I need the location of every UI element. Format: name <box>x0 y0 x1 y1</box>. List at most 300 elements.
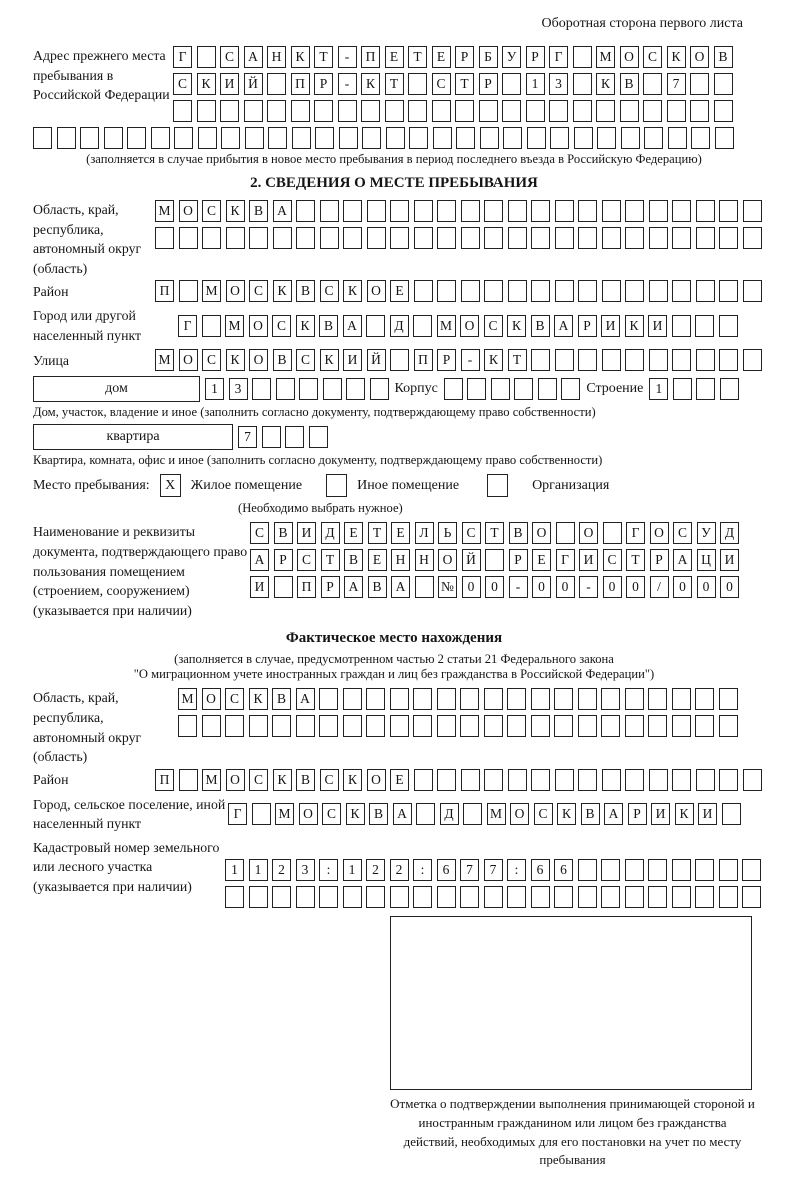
char-cell[interactable]: А <box>393 803 412 825</box>
char-cell[interactable]: М <box>155 349 174 371</box>
char-cell[interactable]: Й <box>462 549 481 571</box>
char-cell[interactable] <box>531 886 550 908</box>
char-cell[interactable] <box>178 715 197 737</box>
char-cell[interactable] <box>173 100 192 122</box>
char-cell[interactable] <box>603 522 622 544</box>
char-cell[interactable]: 7 <box>238 426 257 448</box>
char-cell[interactable]: № <box>438 576 457 598</box>
char-cell[interactable] <box>319 715 338 737</box>
char-cell[interactable] <box>743 200 762 222</box>
char-cell[interactable] <box>643 100 662 122</box>
char-cell[interactable] <box>554 715 573 737</box>
char-cell[interactable] <box>531 280 550 302</box>
char-cell[interactable]: К <box>296 315 315 337</box>
char-cell[interactable] <box>362 127 381 149</box>
char-cell[interactable] <box>672 715 691 737</box>
dom-field-box[interactable]: дом <box>33 376 200 402</box>
char-cell[interactable] <box>262 426 281 448</box>
char-cell[interactable] <box>625 859 644 881</box>
char-cell[interactable]: О <box>202 688 221 710</box>
char-cell[interactable]: К <box>273 769 292 791</box>
char-cell[interactable] <box>390 886 409 908</box>
char-cell[interactable] <box>461 280 480 302</box>
char-cell[interactable] <box>574 127 593 149</box>
char-cell[interactable]: Р <box>509 549 528 571</box>
char-cell[interactable]: О <box>460 315 479 337</box>
char-cell[interactable] <box>343 200 362 222</box>
char-cell[interactable] <box>267 73 286 95</box>
char-cell[interactable]: А <box>250 549 269 571</box>
char-cell[interactable]: : <box>319 859 338 881</box>
char-cell[interactable] <box>367 227 386 249</box>
char-cell[interactable] <box>385 100 404 122</box>
char-cell[interactable]: О <box>650 522 669 544</box>
char-cell[interactable] <box>338 100 357 122</box>
char-cell[interactable] <box>343 715 362 737</box>
char-cell[interactable]: К <box>343 769 362 791</box>
char-cell[interactable] <box>554 886 573 908</box>
char-cell[interactable]: У <box>697 522 716 544</box>
char-cell[interactable]: Р <box>650 549 669 571</box>
char-cell[interactable]: К <box>675 803 694 825</box>
char-cell[interactable]: Т <box>408 46 427 68</box>
char-cell[interactable]: М <box>437 315 456 337</box>
char-cell[interactable] <box>578 227 597 249</box>
char-cell[interactable] <box>555 227 574 249</box>
char-cell[interactable] <box>274 576 293 598</box>
char-cell[interactable]: И <box>220 73 239 95</box>
char-cell[interactable]: 1 <box>649 378 668 400</box>
char-cell[interactable]: Т <box>626 549 645 571</box>
char-cell[interactable] <box>578 886 597 908</box>
char-cell[interactable]: В <box>296 769 315 791</box>
char-cell[interactable] <box>503 127 522 149</box>
char-cell[interactable]: 7 <box>460 859 479 881</box>
char-cell[interactable]: С <box>462 522 481 544</box>
char-cell[interactable]: 0 <box>603 576 622 598</box>
char-cell[interactable] <box>672 688 691 710</box>
char-cell[interactable]: Г <box>178 315 197 337</box>
char-cell[interactable]: Т <box>485 522 504 544</box>
char-cell[interactable] <box>648 859 667 881</box>
char-cell[interactable]: Е <box>385 46 404 68</box>
char-cell[interactable]: С <box>296 349 315 371</box>
char-cell[interactable]: В <box>581 803 600 825</box>
char-cell[interactable] <box>437 715 456 737</box>
char-cell[interactable] <box>252 803 271 825</box>
char-cell[interactable]: И <box>343 349 362 371</box>
char-cell[interactable] <box>649 280 668 302</box>
char-cell[interactable] <box>220 100 239 122</box>
char-cell[interactable]: О <box>179 200 198 222</box>
char-cell[interactable]: О <box>532 522 551 544</box>
char-cell[interactable]: 0 <box>673 576 692 598</box>
char-cell[interactable]: С <box>249 280 268 302</box>
char-cell[interactable]: 0 <box>485 576 504 598</box>
char-cell[interactable]: М <box>202 769 221 791</box>
char-cell[interactable] <box>461 769 480 791</box>
char-cell[interactable]: К <box>291 46 310 68</box>
char-cell[interactable] <box>672 315 691 337</box>
char-cell[interactable]: П <box>291 73 310 95</box>
char-cell[interactable] <box>672 349 691 371</box>
char-cell[interactable]: С <box>603 549 622 571</box>
char-cell[interactable]: К <box>273 280 292 302</box>
char-cell[interactable] <box>531 769 550 791</box>
char-cell[interactable]: Е <box>390 769 409 791</box>
char-cell[interactable]: К <box>346 803 365 825</box>
char-cell[interactable] <box>249 715 268 737</box>
char-cell[interactable] <box>648 715 667 737</box>
char-cell[interactable] <box>719 200 738 222</box>
char-cell[interactable] <box>555 200 574 222</box>
char-cell[interactable] <box>296 200 315 222</box>
char-cell[interactable] <box>221 127 240 149</box>
char-cell[interactable]: Й <box>244 73 263 95</box>
char-cell[interactable] <box>437 227 456 249</box>
char-cell[interactable] <box>225 715 244 737</box>
char-cell[interactable] <box>273 227 292 249</box>
char-cell[interactable] <box>414 769 433 791</box>
char-cell[interactable]: О <box>179 349 198 371</box>
char-cell[interactable] <box>249 227 268 249</box>
char-cell[interactable]: 1 <box>205 378 224 400</box>
char-cell[interactable]: 6 <box>554 859 573 881</box>
char-cell[interactable] <box>554 688 573 710</box>
char-cell[interactable] <box>597 127 616 149</box>
char-cell[interactable] <box>314 100 333 122</box>
char-cell[interactable]: О <box>438 549 457 571</box>
char-cell[interactable] <box>696 769 715 791</box>
char-cell[interactable]: О <box>690 46 709 68</box>
char-cell[interactable]: Б <box>479 46 498 68</box>
char-cell[interactable] <box>601 715 620 737</box>
char-cell[interactable] <box>743 769 762 791</box>
char-cell[interactable] <box>413 715 432 737</box>
char-cell[interactable] <box>460 715 479 737</box>
char-cell[interactable] <box>578 688 597 710</box>
char-cell[interactable] <box>197 46 216 68</box>
char-cell[interactable] <box>366 886 385 908</box>
char-cell[interactable]: А <box>244 46 263 68</box>
char-cell[interactable] <box>620 100 639 122</box>
char-cell[interactable]: В <box>368 576 387 598</box>
char-cell[interactable] <box>433 127 452 149</box>
char-cell[interactable] <box>742 886 761 908</box>
char-cell[interactable] <box>484 200 503 222</box>
char-cell[interactable] <box>480 127 499 149</box>
char-cell[interactable] <box>437 688 456 710</box>
char-cell[interactable] <box>296 886 315 908</box>
char-cell[interactable] <box>691 127 710 149</box>
char-cell[interactable] <box>33 127 52 149</box>
char-cell[interactable]: Р <box>321 576 340 598</box>
char-cell[interactable] <box>531 688 550 710</box>
char-cell[interactable] <box>315 127 334 149</box>
char-cell[interactable] <box>507 886 526 908</box>
char-cell[interactable]: К <box>343 280 362 302</box>
char-cell[interactable] <box>272 886 291 908</box>
char-cell[interactable]: В <box>272 688 291 710</box>
char-cell[interactable] <box>487 474 508 497</box>
char-cell[interactable]: 2 <box>366 859 385 881</box>
char-cell[interactable] <box>602 349 621 371</box>
char-cell[interactable] <box>437 886 456 908</box>
char-cell[interactable] <box>320 227 339 249</box>
char-cell[interactable] <box>621 127 640 149</box>
char-cell[interactable] <box>719 315 738 337</box>
char-cell[interactable] <box>455 100 474 122</box>
char-cell[interactable]: В <box>344 549 363 571</box>
char-cell[interactable] <box>276 378 295 400</box>
char-cell[interactable] <box>550 127 569 149</box>
char-cell[interactable] <box>602 280 621 302</box>
char-cell[interactable] <box>672 227 691 249</box>
char-cell[interactable]: - <box>338 73 357 95</box>
char-cell[interactable] <box>485 549 504 571</box>
char-cell[interactable] <box>648 886 667 908</box>
char-cell[interactable]: Е <box>344 522 363 544</box>
char-cell[interactable]: 0 <box>532 576 551 598</box>
char-cell[interactable] <box>719 688 738 710</box>
char-cell[interactable]: К <box>667 46 686 68</box>
char-cell[interactable] <box>179 280 198 302</box>
char-cell[interactable] <box>672 886 691 908</box>
char-cell[interactable] <box>408 73 427 95</box>
char-cell[interactable] <box>602 227 621 249</box>
char-cell[interactable]: 1 <box>343 859 362 881</box>
char-cell[interactable]: О <box>299 803 318 825</box>
char-cell[interactable]: 7 <box>667 73 686 95</box>
char-cell[interactable]: 6 <box>437 859 456 881</box>
char-cell[interactable] <box>202 715 221 737</box>
char-cell[interactable]: М <box>202 280 221 302</box>
char-cell[interactable]: 3 <box>549 73 568 95</box>
char-cell[interactable] <box>508 200 527 222</box>
char-cell[interactable] <box>743 227 762 249</box>
char-cell[interactable]: С <box>484 315 503 337</box>
char-cell[interactable] <box>714 73 733 95</box>
char-cell[interactable] <box>719 769 738 791</box>
char-cell[interactable] <box>291 100 310 122</box>
char-cell[interactable] <box>390 715 409 737</box>
char-cell[interactable]: Д <box>440 803 459 825</box>
char-cell[interactable] <box>461 200 480 222</box>
char-cell[interactable] <box>484 715 503 737</box>
char-cell[interactable]: Г <box>549 46 568 68</box>
char-cell[interactable]: Т <box>508 349 527 371</box>
char-cell[interactable] <box>390 200 409 222</box>
char-cell[interactable]: 0 <box>462 576 481 598</box>
char-cell[interactable]: 3 <box>296 859 315 881</box>
char-cell[interactable] <box>484 227 503 249</box>
char-cell[interactable]: С <box>673 522 692 544</box>
char-cell[interactable] <box>561 378 580 400</box>
char-cell[interactable]: В <box>714 46 733 68</box>
char-cell[interactable]: К <box>557 803 576 825</box>
char-cell[interactable] <box>267 100 286 122</box>
char-cell[interactable]: Е <box>432 46 451 68</box>
char-cell[interactable] <box>719 349 738 371</box>
char-cell[interactable] <box>343 886 362 908</box>
char-cell[interactable]: Р <box>526 46 545 68</box>
char-cell[interactable] <box>390 227 409 249</box>
char-cell[interactable]: О <box>367 769 386 791</box>
char-cell[interactable] <box>578 200 597 222</box>
char-cell[interactable]: 0 <box>556 576 575 598</box>
char-cell[interactable]: Р <box>437 349 456 371</box>
char-cell[interactable]: К <box>596 73 615 95</box>
char-cell[interactable]: С <box>643 46 662 68</box>
char-cell[interactable]: И <box>250 576 269 598</box>
char-cell[interactable] <box>596 100 615 122</box>
char-cell[interactable] <box>326 474 347 497</box>
char-cell[interactable] <box>245 127 264 149</box>
char-cell[interactable] <box>323 378 342 400</box>
char-cell[interactable] <box>155 227 174 249</box>
char-cell[interactable] <box>346 378 365 400</box>
char-cell[interactable]: 1 <box>225 859 244 881</box>
char-cell[interactable] <box>531 200 550 222</box>
char-cell[interactable]: Д <box>321 522 340 544</box>
char-cell[interactable]: - <box>509 576 528 598</box>
char-cell[interactable] <box>555 769 574 791</box>
char-cell[interactable] <box>444 378 463 400</box>
char-cell[interactable]: И <box>651 803 670 825</box>
char-cell[interactable]: X <box>160 474 181 497</box>
char-cell[interactable] <box>507 688 526 710</box>
char-cell[interactable]: Т <box>314 46 333 68</box>
char-cell[interactable] <box>226 227 245 249</box>
char-cell[interactable] <box>198 127 217 149</box>
char-cell[interactable]: - <box>579 576 598 598</box>
char-cell[interactable] <box>416 803 435 825</box>
char-cell[interactable]: А <box>344 576 363 598</box>
char-cell[interactable]: А <box>391 576 410 598</box>
char-cell[interactable] <box>319 688 338 710</box>
char-cell[interactable]: И <box>720 549 739 571</box>
char-cell[interactable] <box>696 280 715 302</box>
char-cell[interactable] <box>414 200 433 222</box>
char-cell[interactable] <box>460 688 479 710</box>
char-cell[interactable] <box>625 280 644 302</box>
char-cell[interactable] <box>366 715 385 737</box>
char-cell[interactable]: П <box>155 769 174 791</box>
char-cell[interactable] <box>225 886 244 908</box>
char-cell[interactable] <box>719 886 738 908</box>
char-cell[interactable]: И <box>579 549 598 571</box>
char-cell[interactable]: М <box>275 803 294 825</box>
char-cell[interactable] <box>413 688 432 710</box>
char-cell[interactable] <box>672 200 691 222</box>
char-cell[interactable]: 0 <box>697 576 716 598</box>
char-cell[interactable] <box>531 715 550 737</box>
char-cell[interactable] <box>320 200 339 222</box>
char-cell[interactable] <box>390 349 409 371</box>
char-cell[interactable]: Н <box>391 549 410 571</box>
char-cell[interactable]: К <box>625 315 644 337</box>
char-cell[interactable]: 3 <box>229 378 248 400</box>
char-cell[interactable]: Н <box>415 549 434 571</box>
char-cell[interactable]: С <box>202 200 221 222</box>
char-cell[interactable] <box>408 100 427 122</box>
char-cell[interactable] <box>601 859 620 881</box>
char-cell[interactable] <box>695 688 714 710</box>
char-cell[interactable]: Р <box>314 73 333 95</box>
char-cell[interactable]: О <box>510 803 529 825</box>
char-cell[interactable] <box>601 688 620 710</box>
char-cell[interactable] <box>197 100 216 122</box>
char-cell[interactable] <box>715 127 734 149</box>
char-cell[interactable] <box>625 227 644 249</box>
char-cell[interactable] <box>484 769 503 791</box>
char-cell[interactable]: И <box>601 315 620 337</box>
char-cell[interactable]: О <box>620 46 639 68</box>
char-cell[interactable] <box>491 378 510 400</box>
char-cell[interactable] <box>695 715 714 737</box>
char-cell[interactable]: К <box>197 73 216 95</box>
char-cell[interactable] <box>625 200 644 222</box>
char-cell[interactable]: А <box>343 315 362 337</box>
char-cell[interactable]: В <box>369 803 388 825</box>
char-cell[interactable] <box>531 227 550 249</box>
char-cell[interactable]: Р <box>455 46 474 68</box>
char-cell[interactable]: О <box>249 315 268 337</box>
char-cell[interactable] <box>202 315 221 337</box>
char-cell[interactable]: Е <box>390 280 409 302</box>
char-cell[interactable] <box>743 280 762 302</box>
char-cell[interactable] <box>367 200 386 222</box>
char-cell[interactable]: 0 <box>720 576 739 598</box>
char-cell[interactable]: П <box>361 46 380 68</box>
char-cell[interactable] <box>514 378 533 400</box>
char-cell[interactable] <box>390 688 409 710</box>
char-cell[interactable]: Р <box>578 315 597 337</box>
char-cell[interactable] <box>343 688 362 710</box>
char-cell[interactable] <box>414 227 433 249</box>
char-cell[interactable] <box>527 127 546 149</box>
char-cell[interactable] <box>673 378 692 400</box>
char-cell[interactable]: В <box>319 315 338 337</box>
char-cell[interactable] <box>643 73 662 95</box>
char-cell[interactable] <box>484 886 503 908</box>
char-cell[interactable]: М <box>596 46 615 68</box>
char-cell[interactable] <box>555 280 574 302</box>
char-cell[interactable]: Е <box>391 522 410 544</box>
char-cell[interactable] <box>549 100 568 122</box>
char-cell[interactable]: Р <box>274 549 293 571</box>
char-cell[interactable] <box>695 315 714 337</box>
char-cell[interactable] <box>719 859 738 881</box>
char-cell[interactable] <box>625 715 644 737</box>
char-cell[interactable] <box>649 227 668 249</box>
char-cell[interactable]: Е <box>532 549 551 571</box>
char-cell[interactable] <box>648 688 667 710</box>
char-cell[interactable]: В <box>273 349 292 371</box>
char-cell[interactable] <box>244 100 263 122</box>
char-cell[interactable]: Й <box>367 349 386 371</box>
char-cell[interactable]: Ь <box>438 522 457 544</box>
char-cell[interactable] <box>690 73 709 95</box>
char-cell[interactable] <box>508 280 527 302</box>
char-cell[interactable] <box>292 127 311 149</box>
char-cell[interactable] <box>366 688 385 710</box>
char-cell[interactable]: 0 <box>626 576 645 598</box>
char-cell[interactable] <box>502 100 521 122</box>
char-cell[interactable] <box>573 100 592 122</box>
char-cell[interactable]: М <box>487 803 506 825</box>
char-cell[interactable]: Г <box>556 549 575 571</box>
